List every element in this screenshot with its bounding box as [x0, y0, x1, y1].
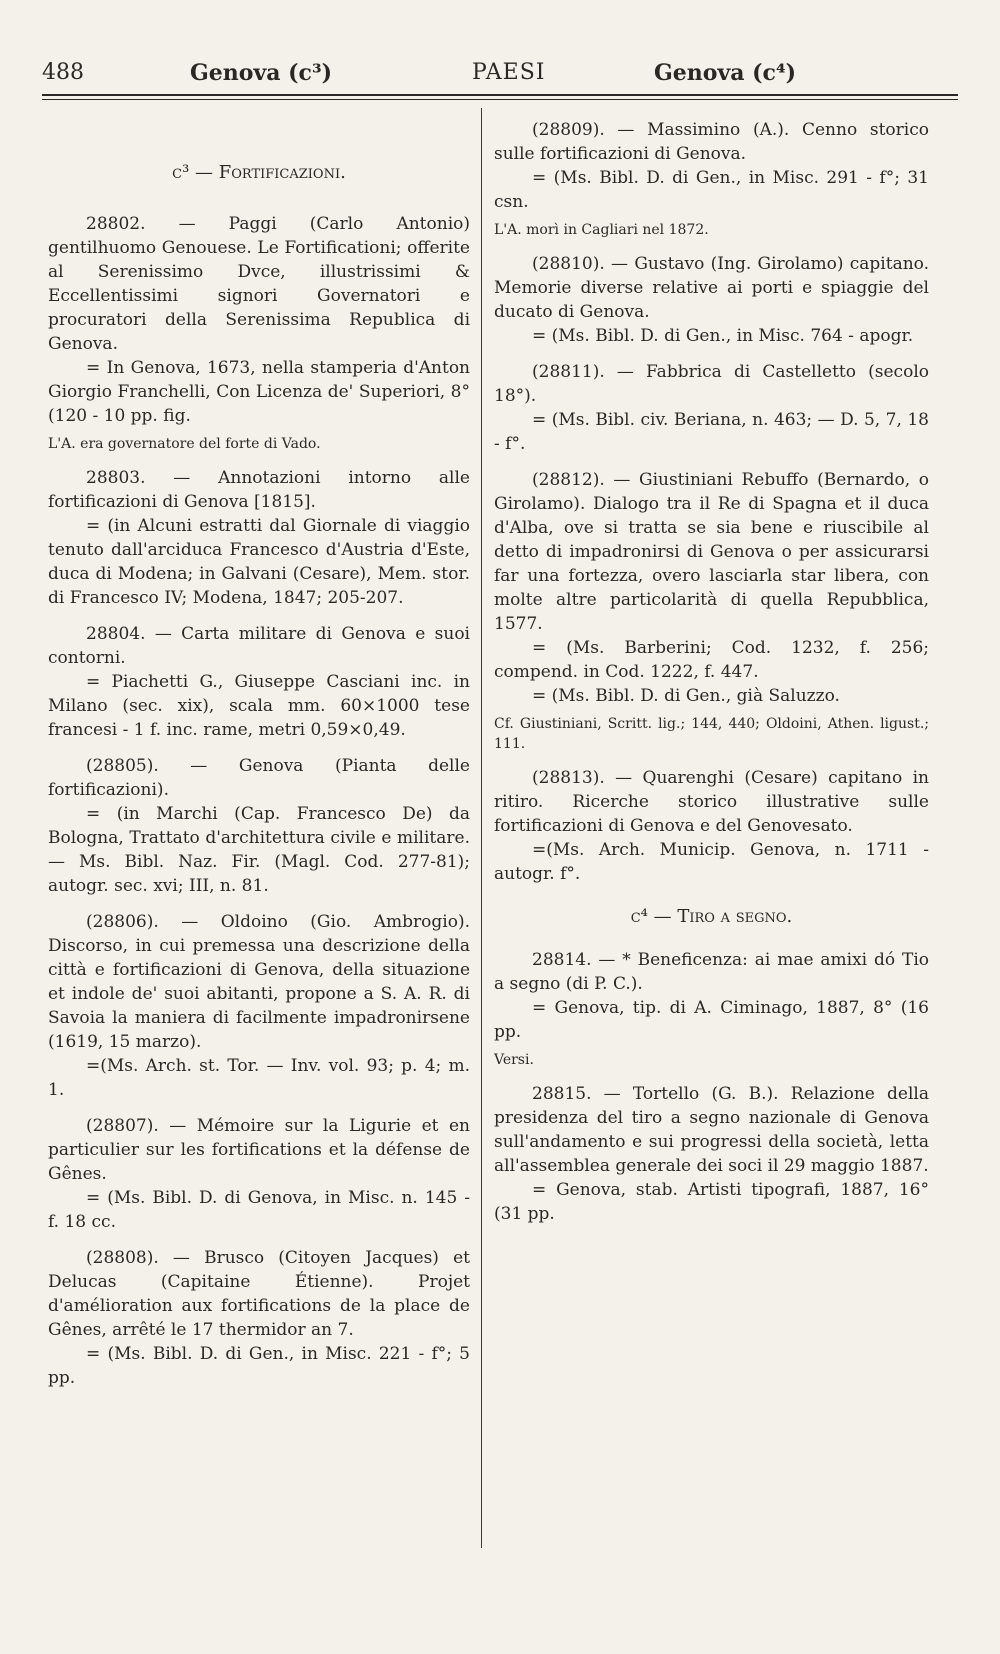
- running-header: [42, 60, 958, 96]
- entry-text: 28803. — Annotazioni intorno alle fortificazioni di Genova [1815].: [48, 468, 470, 512]
- header-rule-thin: [42, 99, 958, 100]
- entry-imprint: = (Ms. Bibl. D. di Gen., in Misc. 764 - apogr.: [532, 326, 914, 346]
- entry-text: 28815. — Tortello (G. B.). Relazione della presidenza del tiro a segno nazionale di Genova sull'andamento e sui progressi della società, letta all'assemblea generale dei soci il 29 maggio 1887.: [494, 1084, 929, 1176]
- entry-text: (28813). — Quarenghi (Cesare) capitano in ritiro. Ricerche storico illustrative sulle fortificazioni di Genova e del Genovesato.: [494, 768, 929, 836]
- column-divider: [481, 108, 482, 1548]
- entry-imprint: = (Ms. Barberini; Cod. 1232, f. 256; compend. in Cod. 1222, f. 447.: [494, 638, 929, 682]
- entry-note: Cf. Giustiniani, Scritt. lig.; 144, 440; Oldoini, Athen. ligust.; 111.: [494, 716, 929, 752]
- entry-28807: [48, 1114, 470, 1234]
- section-heading-fortificazioni: c³ — Fortificazioni.: [172, 162, 346, 183]
- header-right-title: Genova (c⁴): [654, 60, 797, 86]
- entry-28802: [48, 212, 470, 454]
- entry-imprint: =(Ms. Arch. Municip. Genova, n. 1711 - autogr. f°.: [494, 840, 929, 884]
- entry-28809: [494, 118, 929, 240]
- entry-note: L'A. morì in Cagliari nel 1872.: [494, 222, 709, 238]
- entry-text: 28814. — * Beneficenza: ai mae amixi dó Tio a segno (di P. C.).: [494, 950, 929, 994]
- entry-imprint: = (in Alcuni estratti dal Giornale di viaggio tenuto dall'arciduca Francesco d'Austria d'Este, duca di Modena; in Galvani (Cesare), Mem. stor. di Francesco IV; Modena, 1847; 205-207.: [48, 516, 470, 608]
- entry-note: Versi.: [494, 1052, 534, 1068]
- entry-text: 28802. — Paggi (Carlo Antonio) gentilhuomo Genouese. Le Fortificationi; offerite al Serenissimo Dvce, illustrissimi & Eccellentissimi signori Governatori e procuratori della Serenissima Republica di Genova.: [48, 214, 470, 354]
- entry-imprint: = (Ms. Bibl. D. di Gen., in Misc. 291 - f°; 31 csn.: [494, 168, 929, 212]
- entry-imprint: = Genova, tip. di A. Ciminago, 1887, 8° (16 pp.: [494, 998, 929, 1042]
- entry-text: (28809). — Massimino (A.). Cenno storico sulle fortificazioni di Genova.: [494, 120, 929, 164]
- header-left-title: Genova (c³): [190, 60, 333, 86]
- entry-28814: [494, 948, 929, 1070]
- entry-imprint: = Piachetti G., Giuseppe Casciani inc. in Milano (sec. xix), scala mm. 60×1000 tese francesi - 1 f. inc. rame, metri 0,59×0,49.: [48, 672, 470, 740]
- entry-text: (28812). — Giustiniani Rebuffo (Bernardo, o Girolamo). Dialogo tra il Re di Spagna et il duca d'Alba, ove si tratta se sia bene e riuscibile al detto di impadronirsi di Genova o per assicurarsi far una fortezza, overo lasciarla star libera, con molte altre particolarità di quella Repubblica, 1577.: [494, 470, 929, 634]
- entry-imprint: = (Ms. Bibl. D. di Gen., già Saluzzo.: [532, 686, 840, 706]
- entry-28812: [494, 468, 929, 754]
- entry-text: (28810). — Gustavo (Ing. Girolamo) capitano. Memorie diverse relative ai porti e spiaggie del ducato di Genova.: [494, 254, 929, 322]
- section-heading-tiro-a-segno: c⁴ — Tiro a segno.: [630, 906, 793, 927]
- right-column: [494, 118, 929, 1238]
- entry-imprint: = In Genova, 1673, nella stamperia d'Anton Giorgio Franchelli, Con Licenza de' Superiori, 8° (120 - 10 pp. fig.: [48, 358, 470, 426]
- entry-text: (28805). — Genova (Pianta delle fortificazioni).: [48, 756, 470, 800]
- entry-28813: [494, 766, 929, 886]
- entry-28805: [48, 754, 470, 898]
- entry-text: (28811). — Fabbrica di Castelletto (secolo 18°).: [494, 362, 929, 406]
- entry-28811: [494, 360, 929, 456]
- entry-imprint: = Genova, stab. Artisti tipografi, 1887, 16° (31 pp.: [494, 1180, 929, 1224]
- entry-28808: [48, 1246, 470, 1390]
- entry-imprint: =(Ms. Arch. st. Tor. — Inv. vol. 93; p. 4; m. 1.: [48, 1056, 470, 1100]
- entry-text: (28807). — Mémoire sur la Ligurie et en particulier sur les fortifications et la défense de Gênes.: [48, 1116, 470, 1184]
- entry-28804: [48, 622, 470, 742]
- left-column: [48, 118, 470, 1402]
- page-number: 488: [42, 60, 84, 85]
- entry-text: (28808). — Brusco (Citoyen Jacques) et Delucas (Capitaine Étienne). Projet d'amélioration aux fortifications de la place de Gênes, arrêté le 17 thermidor an 7.: [48, 1248, 470, 1340]
- entry-28810: [494, 252, 929, 348]
- entry-28815: [494, 1082, 929, 1226]
- entry-note: L'A. era governatore del forte di Vado.: [48, 436, 321, 452]
- entry-text: 28804. — Carta militare di Genova e suoi contorni.: [48, 624, 470, 668]
- entry-28806: [48, 910, 470, 1102]
- header-center-title: PAESI: [472, 60, 546, 85]
- entry-imprint: = (in Marchi (Cap. Francesco De) da Bologna, Trattato d'architettura civile e militare. — Ms. Bibl. Naz. Fir. (Magl. Cod. 277-81); autogr. sec. xvi; III, n. 81.: [48, 804, 470, 896]
- entry-imprint: = (Ms. Bibl. D. di Gen., in Misc. 221 - f°; 5 pp.: [48, 1344, 470, 1388]
- entry-28803: [48, 466, 470, 610]
- entry-imprint: = (Ms. Bibl. civ. Beriana, n. 463; — D. 5, 7, 18 - f°.: [494, 410, 929, 454]
- header-rule: [42, 94, 958, 96]
- entry-imprint: = (Ms. Bibl. D. di Genova, in Misc. n. 145 - f. 18 cc.: [48, 1188, 470, 1232]
- entry-text: (28806). — Oldoino (Gio. Ambrogio). Discorso, in cui premessa una descrizione della città e fortificazioni di Genova, della situazione et indole de' suoi abitanti, propone a S. A. R. di Savoia la maniera di facilmente impadronirsene (1619, 15 marzo).: [48, 912, 470, 1052]
